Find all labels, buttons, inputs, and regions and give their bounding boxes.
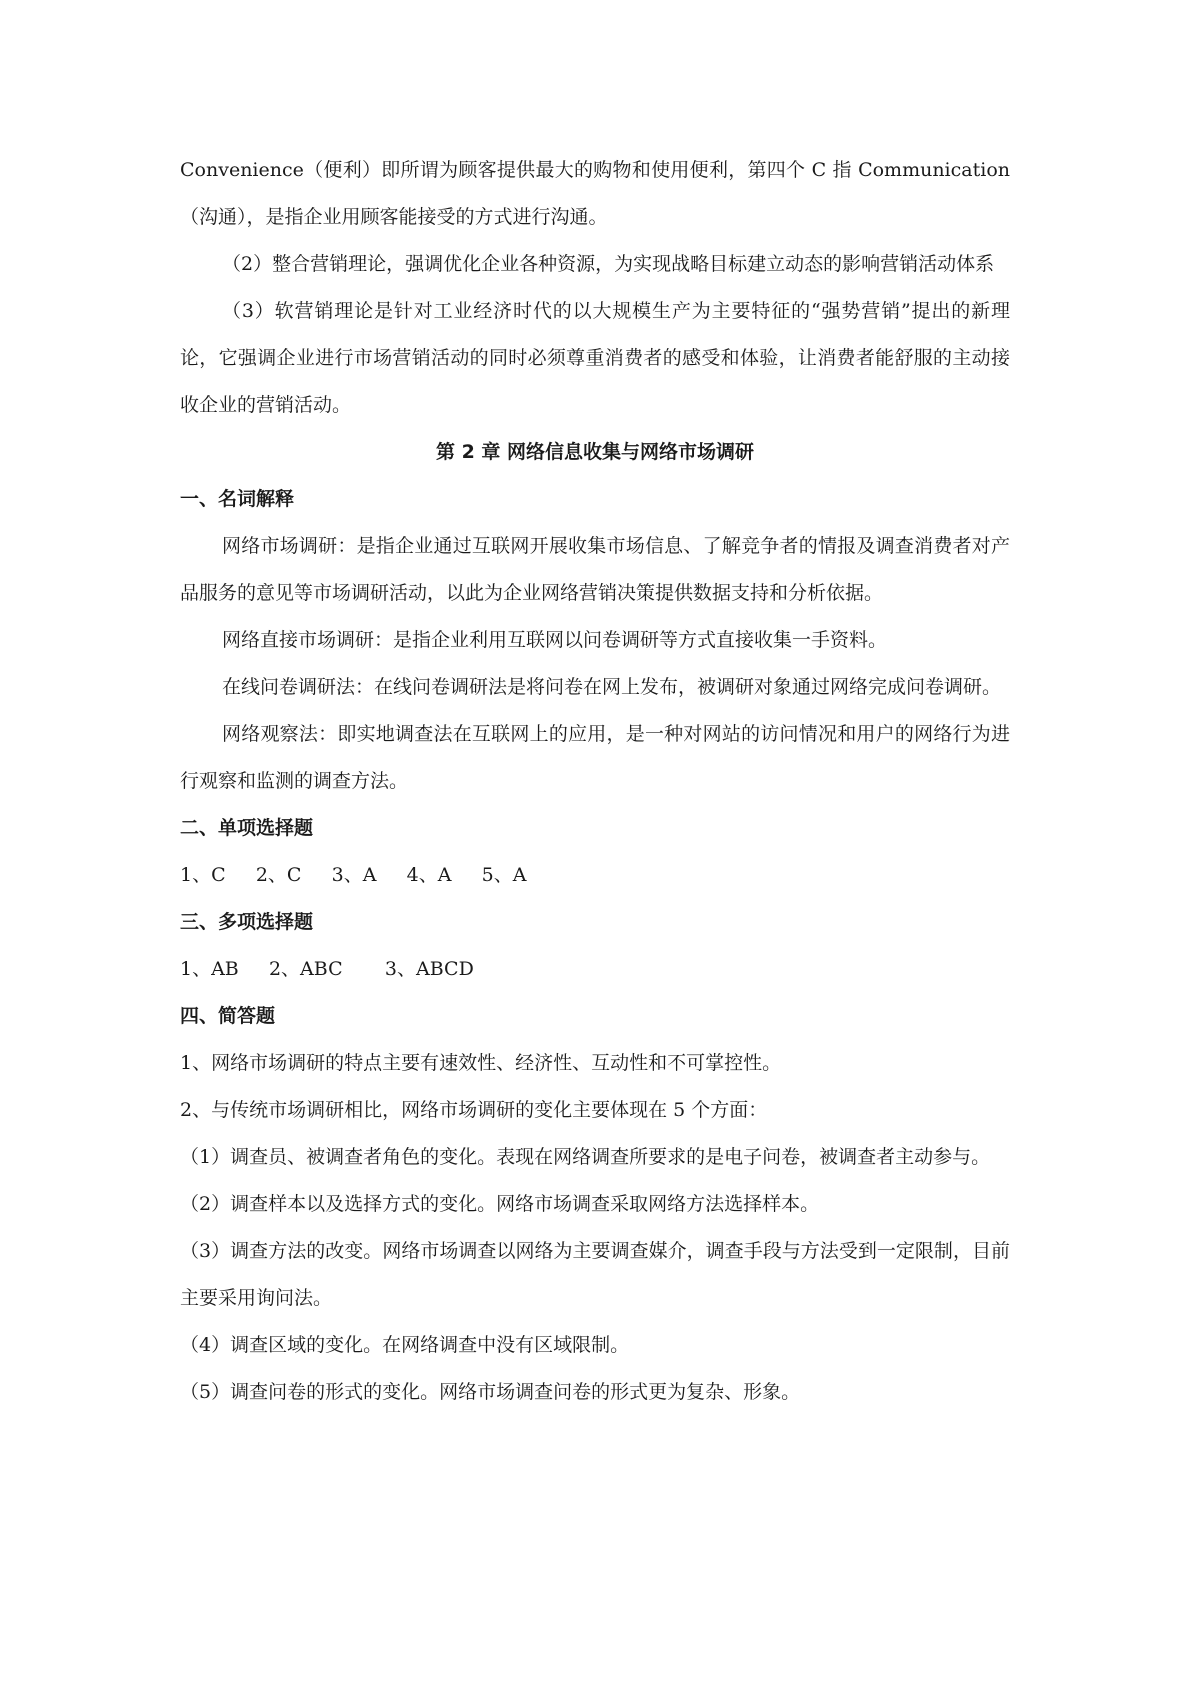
short-answer-item: （1）调查员、被调查者角色的变化。表现在网络调查所要求的是电子问卷，被调查者主动参与。 <box>180 1146 991 1168</box>
section-heading-multiple-choice: 三、多项选择题 <box>180 911 314 933</box>
term-definition-direct-research: 网络直接市场调研：是指企业利用互联网以问卷调研等方式直接收集一手资料。 <box>222 629 888 651</box>
section-heading-terms: 一、名词解释 <box>180 488 295 510</box>
term-definition-online-questionnaire: 在线问卷调研法：在线问卷调研法是将问卷在网上发布，被调研对象通过网络完成问卷调研。 <box>222 676 1002 698</box>
section-heading-single-choice: 二、单项选择题 <box>180 817 314 839</box>
intro-paragraph-convenience: Convenience（便利）即所谓为顾客提供最大的购物和使用便利，第四个 C 指 Communication（沟通），是指企业用顾客能接受的方式进行沟通。 <box>180 159 1010 228</box>
short-answer-item: 2、与传统市场调研相比，网络市场调研的变化主要体现在 5 个方面： <box>180 1099 768 1121</box>
short-answer-item: （2）调查样本以及选择方式的变化。网络市场调查采取网络方法选择样本。 <box>180 1193 820 1215</box>
term-definition-observation: 网络观察法：即实地调查法在互联网上的应用，是一种对网站的访问情况和用户的网络行为进行观察和监测的调查方法。 <box>180 723 1010 792</box>
intro-paragraph-integrated-marketing: （2）整合营销理论，强调优化企业各种资源，为实现战略目标建立动态的影响营销活动体系 <box>222 253 995 275</box>
document-page <box>180 147 1010 1416</box>
term-definition-online-research: 网络市场调研：是指企业通过互联网开展收集市场信息、了解竞争者的情报及调查消费者对产品服务的意见等市场调研活动，以此为企业网络营销决策提供数据支持和分析依据。 <box>180 535 1010 604</box>
single-choice-answers: 1、C 2、C 3、A 4、A 5、A <box>180 864 527 886</box>
chapter-title: 第 2 章 网络信息收集与网络市场调研 <box>435 441 755 463</box>
section-heading-short-answer: 四、简答题 <box>180 1005 276 1027</box>
short-answer-item: （5）调查问卷的形式的变化。网络市场调查问卷的形式更为复杂、形象。 <box>180 1381 801 1403</box>
multiple-choice-answers: 1、AB 2、ABC 3、ABCD <box>180 958 474 980</box>
short-answer-item: （3）调查方法的改变。网络市场调查以网络为主要调查媒介，调查手段与方法受到一定限制，目前主要采用询问法。 <box>180 1240 1010 1309</box>
short-answer-item: 1、网络市场调研的特点主要有速效性、经济性、互动性和不可掌控性。 <box>180 1052 782 1074</box>
short-answer-item: （4）调查区域的变化。在网络调查中没有区域限制。 <box>180 1334 630 1356</box>
intro-paragraph-soft-marketing: （3）软营销理论是针对工业经济时代的以大规模生产为主要特征的“强势营销”提出的新理论，它强调企业进行市场营销活动的同时必须尊重消费者的感受和体验，让消费者能舒服的主动接收企业的营销活动。 <box>180 300 1010 416</box>
